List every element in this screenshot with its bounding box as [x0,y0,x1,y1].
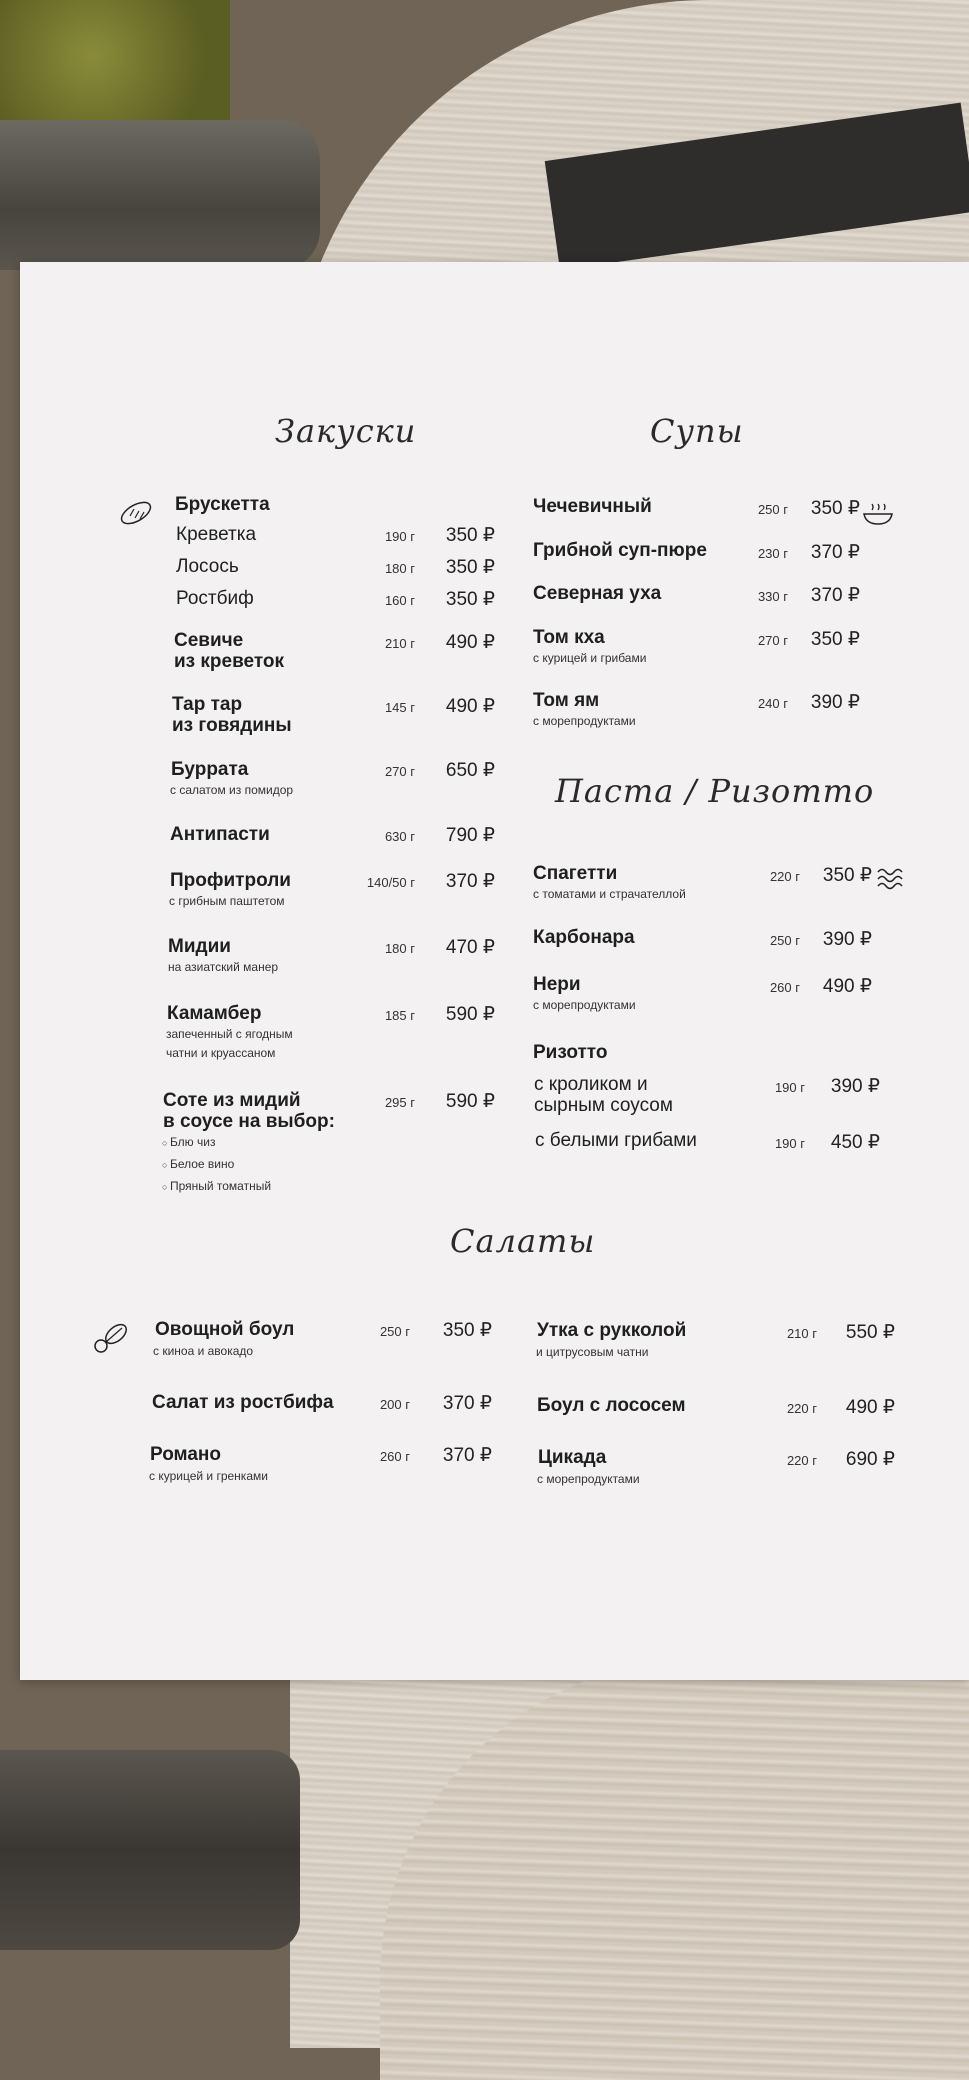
price-ukha: 370 ₽ [810,585,860,606]
desc-salad-romano: с курицей и гренками [149,1469,268,1483]
price-losos: 350 ₽ [445,557,495,578]
price-spagetti: 350 ₽ [822,865,872,886]
weight-neri: 260 г [769,980,800,995]
desc-midii: на азиатский манер [168,960,279,974]
weight-tomkha: 270 г [757,633,788,648]
item-krevetka: Креветка [176,524,257,545]
item-salad-utka: Утка с рукколой [537,1320,687,1341]
weight-gribnoy: 230 г [757,546,788,561]
sote-option: ○ Белое вино [162,1154,271,1176]
item-chechevichny: Чечевичный [533,496,652,517]
soup-bowl-icon [860,498,896,528]
price-antipasti: 790 ₽ [445,825,495,846]
price-salad-losos: 490 ₽ [845,1397,895,1418]
item-tomkha: Том кха [533,627,605,648]
weight-salad-utka: 210 г [786,1326,817,1341]
item-rizotto-krolik: с кроликом и сырным соусом [534,1074,673,1116]
weight-rizotto-krolik: 190 г [774,1080,805,1095]
section-title-supy: Супы [650,412,744,450]
weight-salad-tsikada: 220 г [786,1453,817,1468]
price-rizotto-griby: 450 ₽ [830,1132,880,1153]
price-tomyam: 390 ₽ [810,692,860,713]
weight-karbonara: 250 г [769,933,800,948]
weight-chechevichny: 250 г [757,502,788,517]
desc-tomyam: с морепродуктами [533,714,636,728]
price-krevetka: 350 ₽ [445,525,495,546]
item-gribnoy: Грибной суп-пюре [533,540,707,561]
weight-tomyam: 240 г [757,696,788,711]
sote-option: ○ Блю чиз [162,1132,271,1154]
item-salad-rostbif: Салат из ростбифа [152,1392,334,1413]
price-rostbif: 350 ₽ [445,589,495,610]
desc-spagetti: с томатами и страчателлой [533,887,686,901]
item-losos: Лосось [176,556,239,577]
desc-burrata: с салатом из помидор [170,783,294,797]
price-kamamber: 590 ₽ [445,1004,495,1025]
weight-kamamber: 185 г [384,1008,415,1023]
item-salad-romano: Романо [150,1444,222,1465]
price-sote: 590 ₽ [445,1091,495,1112]
weight-losos: 180 г [384,561,415,576]
item-midii: Мидии [168,936,231,957]
desc-salad-utka: и цитрусовым чатни [536,1345,649,1359]
item-seviche: Севиче из креветок [174,630,285,672]
price-salad-romano: 370 ₽ [442,1445,492,1466]
item-karbonara: Карбонара [533,927,635,948]
weight-ukha: 330 г [757,589,788,604]
weight-spagetti: 220 г [769,869,800,884]
desc-profitroli: с грибным паштетом [169,894,285,908]
background-chair-bottom [0,1750,300,1950]
price-chechevichny: 350 ₽ [810,498,860,519]
weight-salad-losos: 220 г [786,1401,817,1416]
sote-option: ○ Пряный томатный [162,1176,271,1198]
item-rostbif: Ростбиф [176,588,254,609]
desc-tomkha: с курицей и грибами [533,651,647,665]
desc-salad-boul: с киноа и авокадо [153,1344,254,1358]
item-bruschetta: Брускетта [175,494,270,515]
item-rizotto: Ризотто [533,1042,608,1063]
desc-salad-tsikada: с морепродуктами [537,1472,640,1486]
price-tartar: 490 ₽ [445,696,495,717]
weight-midii: 180 г [384,941,415,956]
desc-kamamber: запеченный с ягодным чатни и круассаном [166,1027,293,1060]
price-midii: 470 ₽ [445,937,495,958]
weight-krevetka: 190 г [384,529,415,544]
item-salad-tsikada: Цикада [538,1447,607,1468]
weight-sote: 295 г [384,1095,415,1110]
price-seviche: 490 ₽ [445,632,495,653]
weight-rizotto-griby: 190 г [774,1136,805,1151]
price-salad-utka: 550 ₽ [845,1322,895,1343]
weight-profitroli: 140/50 г [366,875,415,890]
price-salad-tsikada: 690 ₽ [845,1449,895,1470]
price-salad-boul: 350 ₽ [442,1320,492,1341]
weight-antipasti: 630 г [384,829,415,844]
price-rizotto-krolik: 390 ₽ [830,1076,880,1097]
background-chair-cushion [0,0,230,140]
item-neri: Нери [533,974,581,995]
leaf-icon [92,1320,132,1356]
price-neri: 490 ₽ [822,976,872,997]
item-tartar: Тар тар из говядины [172,694,292,736]
price-karbonara: 390 ₽ [822,929,872,950]
weight-tartar: 145 г [384,700,415,715]
item-tomyam: Том ям [533,690,600,711]
section-title-pasta: Паста / Ризотто [555,772,875,810]
item-profitroli: Профитроли [170,870,291,891]
price-tomkha: 350 ₽ [810,629,860,650]
item-kamamber: Камамбер [167,1003,262,1024]
weight-seviche: 210 г [384,636,415,651]
price-profitroli: 370 ₽ [445,871,495,892]
price-gribnoy: 370 ₽ [810,542,860,563]
item-salad-losos: Боул с лососем [537,1395,686,1416]
item-sote: Соте из мидий в соусе на выбор: [163,1090,335,1132]
desc-neri: с морепродуктами [533,998,636,1012]
item-burrata: Буррата [171,759,249,780]
weight-burrata: 270 г [384,764,415,779]
background-chair-top [0,120,320,270]
weight-salad-romano: 260 г [379,1449,410,1464]
sote-options-list [162,1132,271,1198]
item-ukha: Северная уха [533,583,662,604]
section-title-salaty: Салаты [450,1222,596,1260]
item-antipasti: Антипасти [170,824,270,845]
weight-salad-rostbif: 200 г [379,1397,410,1412]
item-rizotto-griby: с белыми грибами [535,1130,697,1151]
bread-icon [118,498,154,528]
weight-rostbif: 160 г [384,593,415,608]
section-title-zakuski: Закуски [275,412,417,450]
menu-page [20,262,969,1680]
weight-salad-boul: 250 г [379,1324,410,1339]
price-salad-rostbif: 370 ₽ [442,1393,492,1414]
item-salad-boul: Овощной боул [155,1319,295,1340]
pasta-wave-icon [874,862,910,894]
item-spagetti: Спагетти [533,863,618,884]
price-burrata: 650 ₽ [445,760,495,781]
